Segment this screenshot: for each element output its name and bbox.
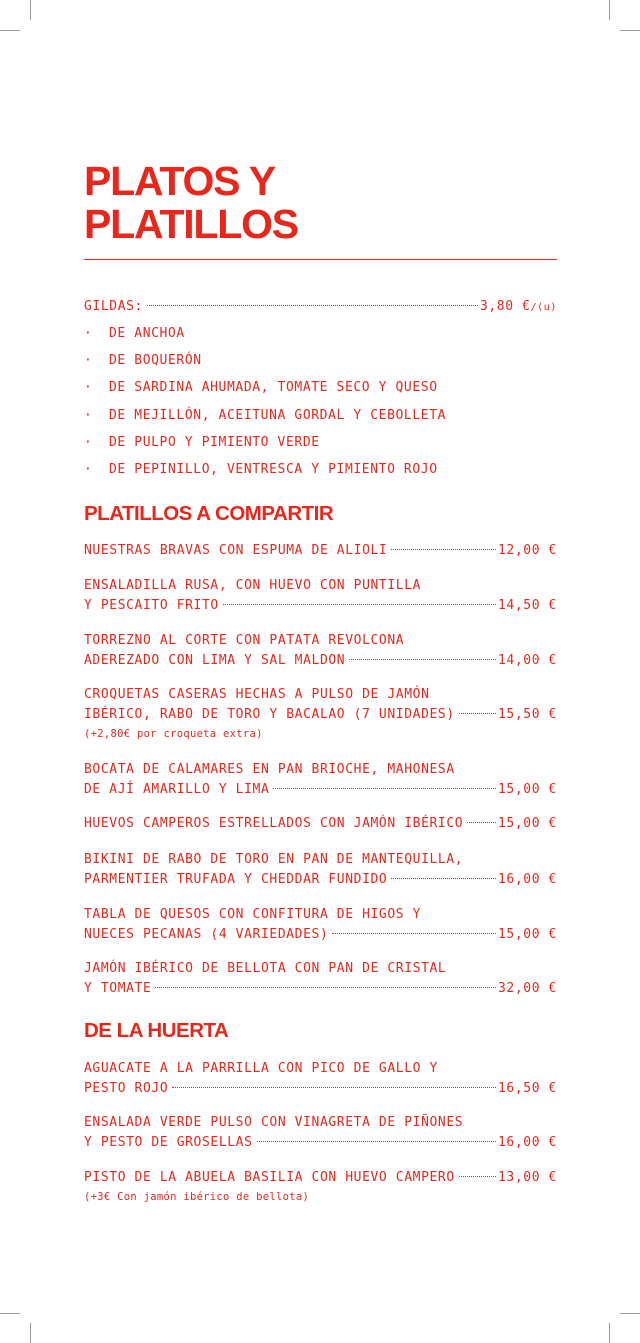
item-price: 16,00 € [498, 1135, 557, 1150]
crop-mark [620, 1313, 640, 1314]
menu-item: TORREZNO AL CORTE CON PATATA REVOLCONA ADEREZADO CON LIMA Y SAL MALDON 14,00 € [84, 631, 557, 671]
menu-item: TABLA DE QUESOS CON CONFITURA DE HIGOS Y NUECES PECANAS (4 VARIEDADES) 15,00 € [84, 905, 557, 945]
item-price: 32,00 € [498, 981, 557, 996]
crop-mark [0, 30, 20, 31]
dot-leader [147, 305, 478, 306]
page-title [84, 160, 298, 246]
gildas-variants-list [84, 324, 557, 487]
title-line: PLATOS Y [84, 158, 275, 204]
item-price: 14,00 € [498, 653, 557, 668]
item-price: 13,00 € [498, 1170, 557, 1185]
dot-leader [467, 822, 496, 823]
dot-leader [273, 788, 496, 789]
title-line: PLATILLOS [84, 201, 298, 247]
dot-leader [332, 933, 496, 934]
crop-mark [609, 1323, 610, 1343]
item-price: 14,50 € [498, 598, 557, 613]
menu-item: NUESTRAS BRAVAS CON ESPUMA DE ALIOLI 12,00 € [84, 541, 557, 561]
item-price: 12,00 € [498, 543, 557, 558]
menu-item: HUEVOS CAMPEROS ESTRELLADOS CON JAMÓN IBÉRICO 15,00 € [84, 814, 557, 834]
menu-item: BOCATA DE CALAMARES EN PAN BRIOCHE, MAHONESA DE AJÍ AMARILLO Y LIMA 15,00 € [84, 760, 557, 800]
item-note: (+2,80€ por croqueta extra) [84, 728, 263, 740]
list-item: · DE PEPINILLO, VENTRESCA Y PIMIENTO ROJO [84, 461, 438, 477]
item-note: (+3€ Con jamón ibérico de bellota) [84, 1191, 310, 1203]
gildas-price: 3,80 €/(u) [479, 299, 557, 314]
section-heading-compartir: PLATILLOS A COMPARTIR [84, 502, 334, 525]
dot-leader [172, 1087, 496, 1088]
item-price: 15,00 € [498, 927, 557, 942]
item-price: 15,00 € [498, 782, 557, 797]
dot-leader [223, 604, 496, 605]
list-item: · DE BOQUERÓN [84, 353, 202, 369]
menu-item: BIKINI DE RABO DE TORO EN PAN DE MANTEQUILLA, PARMENTIER TRUFADA Y CHEDDAR FUNDIDO 16,00 € [84, 850, 557, 890]
dot-leader [349, 659, 496, 660]
list-item: · DE MEJILLÓN, ACEITUNA GORDAL Y CEBOLLETA [84, 407, 447, 423]
menu-item: ENSALADA VERDE PULSO CON VINAGRETA DE PIÑONES Y PESTO DE GROSELLAS 16,00 € [84, 1113, 557, 1153]
section-heading-huerta: DE LA HUERTA [84, 1019, 229, 1042]
menu-item: JAMÓN IBÉRICO DE BELLOTA CON PAN DE CRISTAL Y TOMATE 32,00 € [84, 959, 557, 999]
item-price: 15,50 € [498, 707, 557, 722]
crop-mark [609, 0, 610, 20]
menu-item: ENSALADILLA RUSA, CON HUEVO CON PUNTILLA Y PESCAITO FRITO 14,50 € [84, 576, 557, 616]
crop-mark [0, 1313, 20, 1314]
dot-leader [459, 713, 496, 714]
gildas-item [84, 297, 557, 317]
item-price: 16,00 € [498, 872, 557, 887]
dot-leader [391, 878, 496, 879]
dot-leader [391, 549, 496, 550]
gildas-label: GILDAS: [84, 299, 143, 314]
menu-item: CROQUETAS CASERAS HECHAS A PULSO DE JAMÓN IBÉRICO, RABO DE TORO Y BACALAO (7 UNIDADES) 15,50 € (+2,80€ por croqueta extra) [84, 685, 557, 743]
crop-mark [30, 0, 31, 20]
crop-mark [30, 1323, 31, 1343]
menu-item: AGUACATE A LA PARRILLA CON PICO DE GALLO Y PESTO ROJO 16,50 € [84, 1059, 557, 1099]
list-item: · DE SARDINA AHUMADA, TOMATE SECO Y QUESO [84, 380, 438, 396]
list-item: · DE ANCHOA [84, 326, 185, 341]
dot-leader [155, 987, 496, 988]
dot-leader [257, 1141, 496, 1142]
title-divider [84, 259, 557, 260]
menu-item: PISTO DE LA ABUELA BASILIA CON HUEVO CAMPERO 13,00 € (+3€ Con jamón ibérico de bellota) [84, 1168, 557, 1206]
list-item: · DE PULPO Y PIMIENTO VERDE [84, 434, 320, 450]
item-price: 15,00 € [498, 816, 557, 831]
item-price: 16,50 € [498, 1081, 557, 1096]
crop-mark [620, 30, 640, 31]
dot-leader [459, 1176, 496, 1177]
